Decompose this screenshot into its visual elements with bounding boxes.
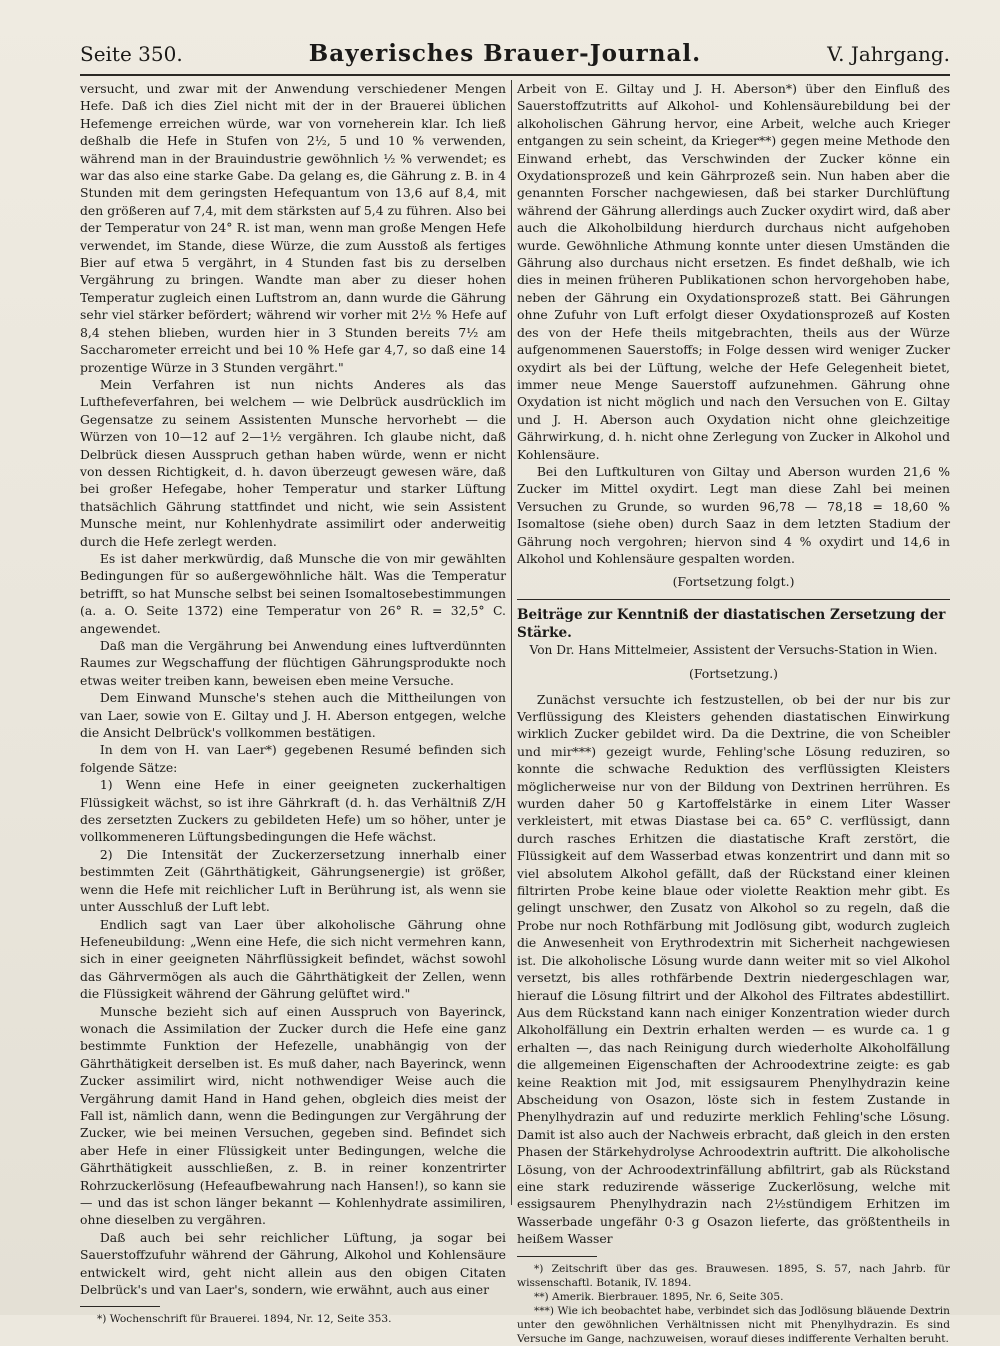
continuation-note: (Fortsetzung.): [689, 666, 778, 682]
column-divider: [511, 80, 512, 1205]
paragraph: 1) Wenn eine Hefe in einer geeigneten zuckerhaltigen Flüssigkeit wächst, so ist ihre Gährkraft (d. h. das Verhältniß Z/H des zersetzten Zuckers zu gebildeten Hefe) um so höher, unter je vollkommeneren Lüftungsbedingungen die Hefe wächst.: [80, 777, 506, 845]
article-title: Beiträge zur Kenntniß der diastatischen Zersetzung der Stärke.: [517, 606, 946, 641]
footnote: ***) Wie ich beobachtet habe, verbindet sich das Jodlösung bläuende Dextrin unter den gewöhnlichen Verhältnissen nicht mit Phenylhydrazin. Es sind Versuche im Gange, nachzuweisen, worauf dieses indifferente Verhalten beruht.: [517, 1304, 950, 1345]
paragraph: Daß man die Vergährung bei Anwendung eines luftverdünnten Raumes zur Wegschaffung der flüchtigen Gährungsprodukte noch etwas weiter treiben kann, beweisen eben meine Versuche.: [80, 638, 506, 688]
footnote: *) Zeitschrift über das ges. Brauwesen. 1895, S. 57, nach Jahrb. für wissenschaftl. Botanik, IV. 1894.: [517, 1262, 950, 1289]
paragraph: Bei den Luftkulturen von Giltay und Aberson wurden 21,6 % Zucker im Mittel oxydirt. Legt man diese Zahl bei meinen Versuchen zu Grunde, so wurden 96,78 — 78,18 = 18,60 % Isomaltose (siehe oben) durch Saaz in dem letzten Stadium der Gährung noch vergohren; hiervon sind 4 % oxydirt und 14,6 in Alkohol und Kohlensäure gespalten worden.: [517, 463, 950, 566]
page-header: [80, 40, 950, 76]
paragraph: Es ist daher merkwürdig, daß Munsche die von mir gewählten Bedingungen für so außergewöhnliche hält. Was die Temperatur betrifft, so hat Munsche selbst bei seinen Isomaltosebestimmungen (a. a. O. Seite 1372) eine Temperatur von 26° R. = 32,5° C. angewendet.: [80, 550, 506, 636]
paragraph: versucht, und zwar mit der Anwendung verschiedener Mengen Hefe. Daß ich dies Ziel nicht mit der in der Brauerei üblichen Hefemenge erreichen würde, war von vorneherein klar. Ich ließ deßhalb die Hefe in Stufen von 2½, 5 und 10 % verwenden, während man in der Brauindustrie gewöhnlich ½ % verwendet; es war das also eine starke Gabe. Da gelang es, die Gährung z. B. in 4 Stunden mit dem geringsten Hefequantum von 13,6 auf 8,4, mit den größeren auf 7,4, mit dem stärksten auf 5,4 zu führen. Also bei der Temperatur von 24° R. ist man, wenn man große Mengen Hefe verwendet, im Stande, diese Würze, die zum Ausstoß als fertiges Bier auf etwa 5 vergährt, in 4 Stunden fast bis zu derselben Vergährung zu bringen. Wandte man aber zu dieser hohen Temperatur zugleich einen Luftstrom an, dann wurde die Gährung sehr viel stärker befördert; während wir vorher mit 2½ % Hefe auf 8,4 stehen blieben, wurden hier in 3 Stunden bereits 7½ am Saccharometer erreicht und bei 10 % Hefe gar 4,7, so daß eine 14 prozentige Würze in 3 Stunden vergährt.": [80, 81, 506, 375]
volume-year: V. Jahrgang.: [827, 42, 950, 66]
paragraph: Endlich sagt van Laer über alkoholische Gährung ohne Hefeneubildung: „Wenn eine Hefe, die sich nicht vermehren kann, sich in einer geeigneten Nährflüssigkeit befindet, wächst sowohl das Gährvermögen als auch die Gährthätigkeit der Zellen, wenn die Flüssigkeit während der Gährung gelüftet wird.": [80, 916, 506, 1002]
right-column: [517, 80, 950, 1345]
paragraph: In dem von H. van Laer*) gegebenen Resumé befinden sich folgende Sätze:: [80, 742, 506, 775]
footnote: **) Amerik. Bierbrauer. 1895, Nr. 6, Seite 305.: [533, 1290, 784, 1303]
article-author: Von Dr. Hans Mittelmeier, Assistent der Versuchs-Station in Wien.: [529, 642, 938, 657]
page-number: Seite 350.: [80, 42, 183, 66]
article-separator: [517, 599, 950, 600]
paragraph: Arbeit von E. Giltay und J. H. Aberson*) über den Einfluß des Sauerstoffzutritts auf Alkohol- und Kohlensäurebildung bei der alkoholischen Gährung hervor, eine Arbeit, welche auch Krieger entgangen zu sein scheint, da Krieger**) gegen meine Methode den Einwand erhebt, das Verschwinden der Zucker könne ein Oxydationsprozeß und kein Gährprozeß sein. Nun haben aber die genannten Forscher nachgewiesen, daß bei starker Durchlüftung während der Gährung allerdings auch Zucker oxydirt wird, daß aber auch die Alkoholbildung hierdurch durchaus nicht aufgehoben wurde. Gewöhnliche Athmung konnte unter diesen Umständen die Gährung also durchaus nicht ersetzen. Es findet deßhalb, wie ich dies in meinen früheren Publikationen schon hervorgehoben habe, neben der Gährung ein Oxydationsprozeß statt. Bei Gährungen ohne Zufuhr von Luft erfolgt dieser Oxydationsprozeß auf Kosten des von der Hefe theils mitgebrachten, theils aus der Würze aufgenommenen Sauerstoffs; in Folge dessen wird weniger Zucker oxydirt als bei der Lüftung, welche der Hefe Gelegenheit bietet, immer neue Menge Sauerstoff aufzunehmen. Gährung ohne Oxydation ist nicht möglich und nach den Versuchen von E. Giltay und J. H. Aberson auch Oxydation nicht ohne gleichzeitige Gährwirkung, d. h. nicht ohne Zerlegung von Zucker in Alkohol und Kohlensäure.: [517, 81, 950, 462]
journal-title: Bayerisches Brauer-Journal.: [308, 40, 702, 67]
paragraph: Mein Verfahren ist nun nichts Anderes als das Lufthefeverfahren, bei welchem — wie Delbrück ausdrücklich im Gegensatze zu seinem Assistenten Munsche hervorhebt — die Würzen von 10—12 auf 2—1½ vergähren. Ich glaube nicht, daß Delbrück diesen Ausspruch gethan haben würde, wenn er nicht von dessen Richtigkeit, d. h. davon überzeugt gewesen wäre, daß bei großer Hefegabe, hoher Temperatur und starker Lüftung thatsächlich Gährung stattfindet und nicht, wie sein Assistent Munsche meint, nur Kohlenhydrate assimilirt oder anderweitig durch die Hefe zerlegt werden.: [80, 376, 506, 549]
paragraph: Dem Einwand Munsche's stehen auch die Mittheilungen von van Laer, sowie von E. Giltay und J. H. Aberson entgegen, welche die Ansicht Delbrück's vollkommen bestätigen.: [80, 690, 506, 741]
paragraph: Munsche bezieht sich auf einen Ausspruch von Bayerinck, wonach die Assimilation der Zucker durch die Hefe eine ganz bestimmte Funktion der Hefezelle, unabhängig von der Gährthätigkeit derselben ist. Es muß daher, nach Bayerinck, wenn Zucker assimilirt wird, nicht nothwendiger Weise auch die Vergährung damit Hand in Hand gehen, obgleich dies meist der Fall ist, nämlich dann, wenn die Bedingungen zur Vergährung der Zucker, wie bei meinen Versuchen, gegeben sind. Befindet sich aber Hefe in einer Flüssigkeit unter Bedingungen, welche die Gährthätigkeit ausschließen, z. B. in reiner konzentrirter Rohrzuckerlösung (Hefeaufbewahrung nach Hansen!), so kann sie — und das ist schon länger bekannt — Kohlenhydrate assimiliren, ohne dieselben zu vergähren.: [80, 1003, 506, 1228]
footnote: *) Wochenschrift für Brauerei. 1894, Nr. 12, Seite 353.: [96, 1313, 392, 1326]
paragraph: Zunächst versuchte ich festzustellen, ob bei der nur bis zur Verflüssigung des Kleisters gehenden diastatischen Einwirkung wirklich Zucker gebildet wird. Da die Dextrine, die von Scheibler und mir***) gezeigt wurde, Fehling'sche Lösung reduziren, so konnte die schwache Reduktion des verflüssigten Kleisters möglicherweise nur von der Bildung von Dextrinen herrühren. Es wurden daher 50 g Kartoffelstärke in einem Liter Wasser verkleistert, mit etwas Diastase bei ca. 65° C. verflüssigt, dann durch rasches Erhitzen die diastatische Kraft zerstört, die Flüssigkeit auf dem Wasserbad etwas konzentrirt und dann mit so viel absolutem Alkohol gefällt, daß der Rückstand einer kleinen filtrirten Probe keine blaue oder violette Reaktion mehr gibt. Es gelingt unschwer, den Zusatz von Alkohol so zu regeln, daß die Probe nur noch Rothfärbung mit Jodlösung gibt, wodurch zugleich die Anwesenheit von Erythrodextrin mit Sicherheit nachgewiesen ist. Die alkoholische Lösung wurde dann weiter mit so viel Alkohol versetzt, bis alles rothfärbende Dextrin niedergeschlagen war, hierauf die Lösung filtrirt und der Alkohol des Filtrates abdestillirt. Aus dem Rückstand kann nach einiger Konzentration wieder durch Alkoholfällung ein Dextrin erhalten werden — es wurde ca. 1 g erhalten —, das nach Reinigung durch wiederholte Alkoholfällung die allgemeinen Eigenschaften der Achroodextrine zeigte: es gab keine Reaktion mit Jod, mit essigsaurem Phenylhydrazin keine Abscheidung von Osazon, löste sich in festem Zustande in Phenylhydrazin auf und reduzirte merklich Fehling'sche Lösung. Damit ist also auch der Nachweis erbracht, daß gleich in den ersten Phasen der Stärkehydrolyse Achroodextrin auftritt. Die alkoholische Lösung, von der Achroodextrinfällung abfiltrirt, gab als Rückstand eine stark reduzirende wässerige Zuckerlösung, welche mit essigsaurem Phenylhydrazin nach 2½stündigem Erhitzen im Wasserbade ungefähr 0·3 g Osazon lieferte, das größtentheils in heißem Wasser: [517, 691, 950, 1247]
paragraph: Daß auch bei sehr reichlicher Lüftung, ja sogar bei Sauerstoffzufuhr während der Gährung, Alkohol und Kohlensäure entwickelt wird, geht nicht allein aus den obigen Citaten Delbrück's und van Laer's, sondern, wie erwähnt, auch aus einer: [80, 1229, 506, 1298]
paragraph: 2) Die Intensität der Zuckerzersetzung innerhalb einer bestimmten Zeit (Gährthätigkeit, Gährungsenergie) ist größer, wenn die Hefe mit reichlicher Luft in Berührung ist, als wenn sie unter Ausschluß der Luft lebt.: [80, 846, 506, 915]
left-column: [80, 80, 506, 1326]
footnote-rule: [80, 1306, 160, 1307]
continued-note: (Fortsetzung folgt.): [672, 574, 795, 590]
footnote-rule: [517, 1256, 597, 1257]
